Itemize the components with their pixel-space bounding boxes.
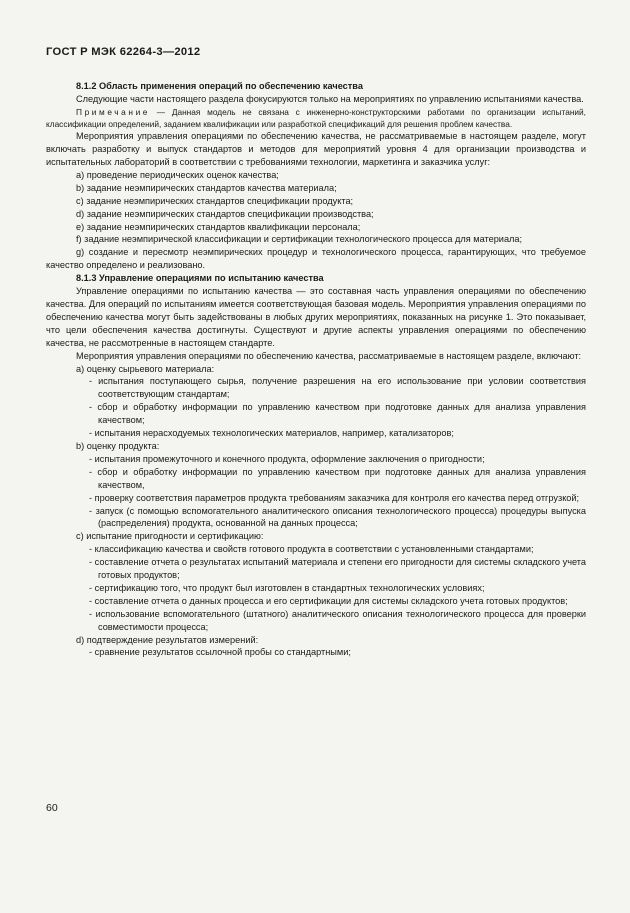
paragraph: Управление операциями по испытанию качества — это составная часть управления операциями по обеспечению качества. Для операций по испытаниям имеется соответствующая базовая модель. Мероприятия управления операциями по обеспечению качества могут быть задействованы в любых других мероприятиях, показанных на рисунке 1. Это показывает, что цели обеспечения качества достигнуты. Существуют и другие аспекты управления операциями по обеспечению качества, не рассмотренные в настоящем стандарте. [46, 286, 586, 348]
paragraph: Мероприятия управления операциями по обеспечению качества, не рассматриваемые в настоящем разделе, могут включать разработку и выпуск стандартов и методов для мероприятий уровня 4 для организации производства и испытательных лабораторий в соответствии с требованиями технологии, маркетинга и заказчика услуг: [46, 131, 586, 168]
document-body [46, 80, 586, 659]
list-item: f) задание неэмпирической классификации и сертификации технологического процесса для материала; [76, 234, 523, 245]
sub-list-item: - использование вспомогательного (штатного) аналитического описания технологического процесса для проверки совместимости процесса; [89, 608, 586, 632]
page-number: 60 [46, 802, 58, 814]
sub-list-item: - сравнение результатов ссылочной пробы со стандартными; [89, 647, 351, 658]
list-item: e) задание неэмпирических стандартов квалификации персонала; [76, 221, 361, 232]
sub-list-item: - составление отчета о результатах испытаний материала и степени его пригодности для системы складского учета готовых продуктов; [89, 557, 586, 581]
note [46, 106, 586, 130]
paragraph: Мероприятия управления операциями по обеспечению качества, рассматриваемые в настоящем разделе, включают: [76, 350, 582, 361]
list-item: d) подтверждение результатов измерений: [76, 634, 259, 645]
list-item: d) задание неэмпирических стандартов спецификации производства; [76, 208, 374, 219]
note-label: Примечание [76, 106, 151, 117]
list-item: b) оценку продукта: [76, 440, 160, 451]
document-header: ГОСТ Р МЭК 62264-3—2012 [46, 46, 201, 58]
section-heading-8-1-3: 8.1.3 Управление операциями по испытанию качества [76, 273, 324, 284]
sub-list-item: - составление отчета о данных процесса и его сертификации для системы складского учета готовых продуктов; [89, 595, 568, 606]
sub-list-item: - испытания промежуточного и конечного продукта, оформление заключения о пригодности; [89, 453, 485, 464]
sub-list-item: - сбор и обработку информации по управлению качеством при подготовке данных для анализа управления качеством; [89, 402, 586, 426]
sub-list-item: - испытания поступающего сырья, получение разрешения на его использование при условии соответствия соответствующим стандартам; [89, 376, 586, 400]
sub-list-item: - испытания нерасходуемых технологических материалов, например, катализаторов; [89, 428, 454, 439]
sub-list-item: - классификацию качества и свойств готового продукта в соответствии с установленными стандартами; [89, 544, 534, 555]
list-item: a) оценку сырьевого материала: [76, 363, 215, 374]
sub-list-item: - проверку соответствия параметров продукта требованиям заказчика для контроля его качества перед отгрузкой; [89, 492, 580, 503]
list-item: c) испытание пригодности и сертификацию: [76, 531, 264, 542]
list-item: g) создание и пересмотр неэмпирических процедур и технологического процесса, гарантирующих, что требуемое качество определено и реализовано. [46, 247, 586, 271]
sub-list-item: - запуск (с помощью вспомогательного аналитического описания технологического процесса) процедуры выпуска (распределения) продукта, основанной на данных процесса; [89, 505, 586, 529]
list-item: a) проведение периодических оценок качества; [76, 169, 279, 180]
sub-list-item: - сертификацию того, что продукт был изготовлен в стандартных технологических условиях; [89, 582, 485, 593]
note-text: — Данная модель не связана с инженерно-конструкторскими работами по организации испытаний, классификации определений, заданием квалификации или разработкой спецификаций для решения проблем качества. [46, 106, 586, 130]
list-item: c) задание неэмпирических стандартов спецификации продукта; [76, 195, 354, 206]
section-heading-8-1-2: 8.1.2 Область применения операций по обеспечению качества [76, 81, 363, 91]
sub-list-item: - сбор и обработку информации по управлению качеством при подготовке данных для анализа управления качеством, [89, 466, 586, 490]
paragraph: Следующие части настоящего раздела фокусируются только на мероприятиях по управлению испытаниями качества. [76, 93, 584, 104]
list-item: b) задание неэмпирических стандартов качества материала; [76, 182, 337, 193]
